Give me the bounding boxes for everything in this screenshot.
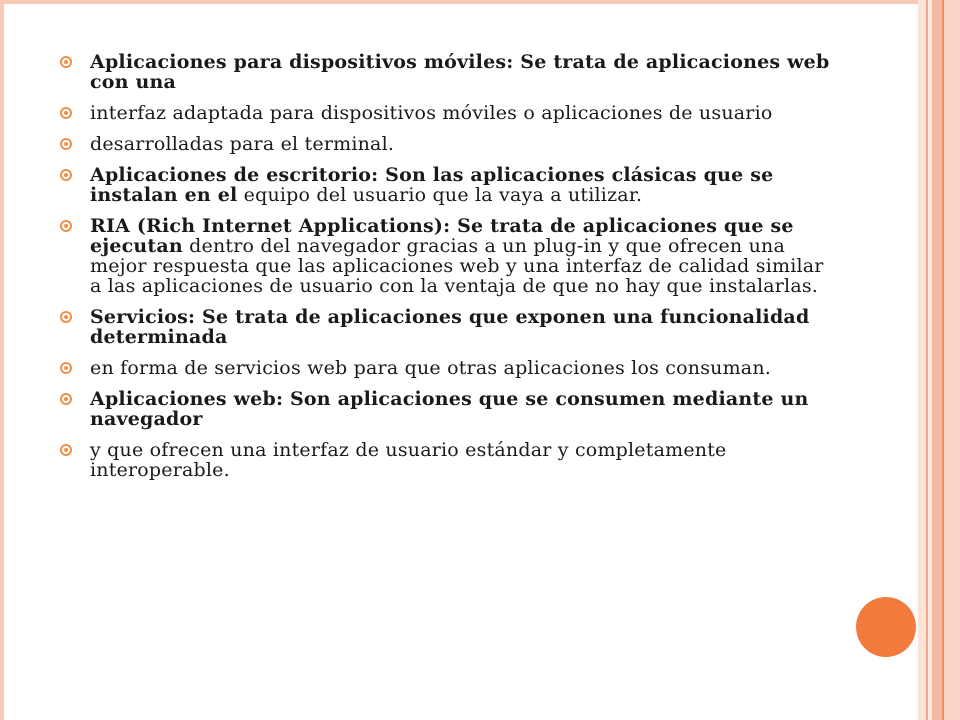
bullet-text: y que ofrecen una interfaz de usuario estándar y completamente interoperable. <box>90 439 727 481</box>
bullet-ring-icon <box>60 169 72 181</box>
bullet-text: en forma de servicios web para que otras aplicaciones los consuman. <box>90 357 772 379</box>
bullet-ring-icon <box>60 220 72 232</box>
bullet-ring-icon <box>60 311 72 323</box>
bullet-bold-text: RIA (Rich Internet Applications): Se trata de aplicaciones que se ejecutan <box>90 215 794 257</box>
bullet-item <box>60 134 830 154</box>
bullet-item <box>60 165 830 205</box>
decorative-stripe <box>918 0 926 720</box>
bullet-item <box>60 440 830 480</box>
decorative-stripe <box>944 0 960 720</box>
bullet-bold-text: Aplicaciones web: Son aplicaciones que se consumen mediante un navegador <box>90 388 809 430</box>
slide-bullet-list <box>60 52 830 491</box>
bullet-bold-text: Aplicaciones de escritorio: Son las aplicaciones clásicas que se instalan en el <box>90 164 774 206</box>
bullet-text: desarrolladas para el terminal. <box>90 133 395 155</box>
bullet-ring-icon <box>60 393 72 405</box>
bullet-item <box>60 103 830 123</box>
bullet-bold-text: Servicios: Se trata de aplicaciones que exponen una funcionalidad determinada <box>90 306 810 348</box>
bullet-ring-icon <box>60 138 72 150</box>
decorative-stripe <box>932 0 942 720</box>
bullet-text: equipo del usuario que la vaya a utilizar. <box>237 184 643 206</box>
bullet-item <box>60 307 830 347</box>
bullet-item <box>60 52 830 92</box>
bullet-text: interfaz adaptada para dispositivos móviles o aplicaciones de usuario <box>90 102 773 124</box>
bullet-ring-icon <box>60 56 72 68</box>
slide-left-border <box>0 0 4 720</box>
bullet-bold-text: Aplicaciones para dispositivos móviles: Se trata de aplicaciones web con una <box>90 51 830 93</box>
bullet-item <box>60 216 830 296</box>
bullet-text: dentro del navegador gracias a un plug-in y que ofrecen una mejor respuesta que las aplicaciones web y una interfaz de calidad similar a las aplicaciones de usuario con la ventaja de que no hay que instalarlas. <box>90 235 824 297</box>
bullet-ring-icon <box>60 444 72 456</box>
decorative-circle <box>856 597 916 657</box>
bullet-item <box>60 389 830 429</box>
bullet-ring-icon <box>60 107 72 119</box>
bullet-item <box>60 358 830 378</box>
bullet-ring-icon <box>60 362 72 374</box>
slide-top-border <box>0 0 960 4</box>
